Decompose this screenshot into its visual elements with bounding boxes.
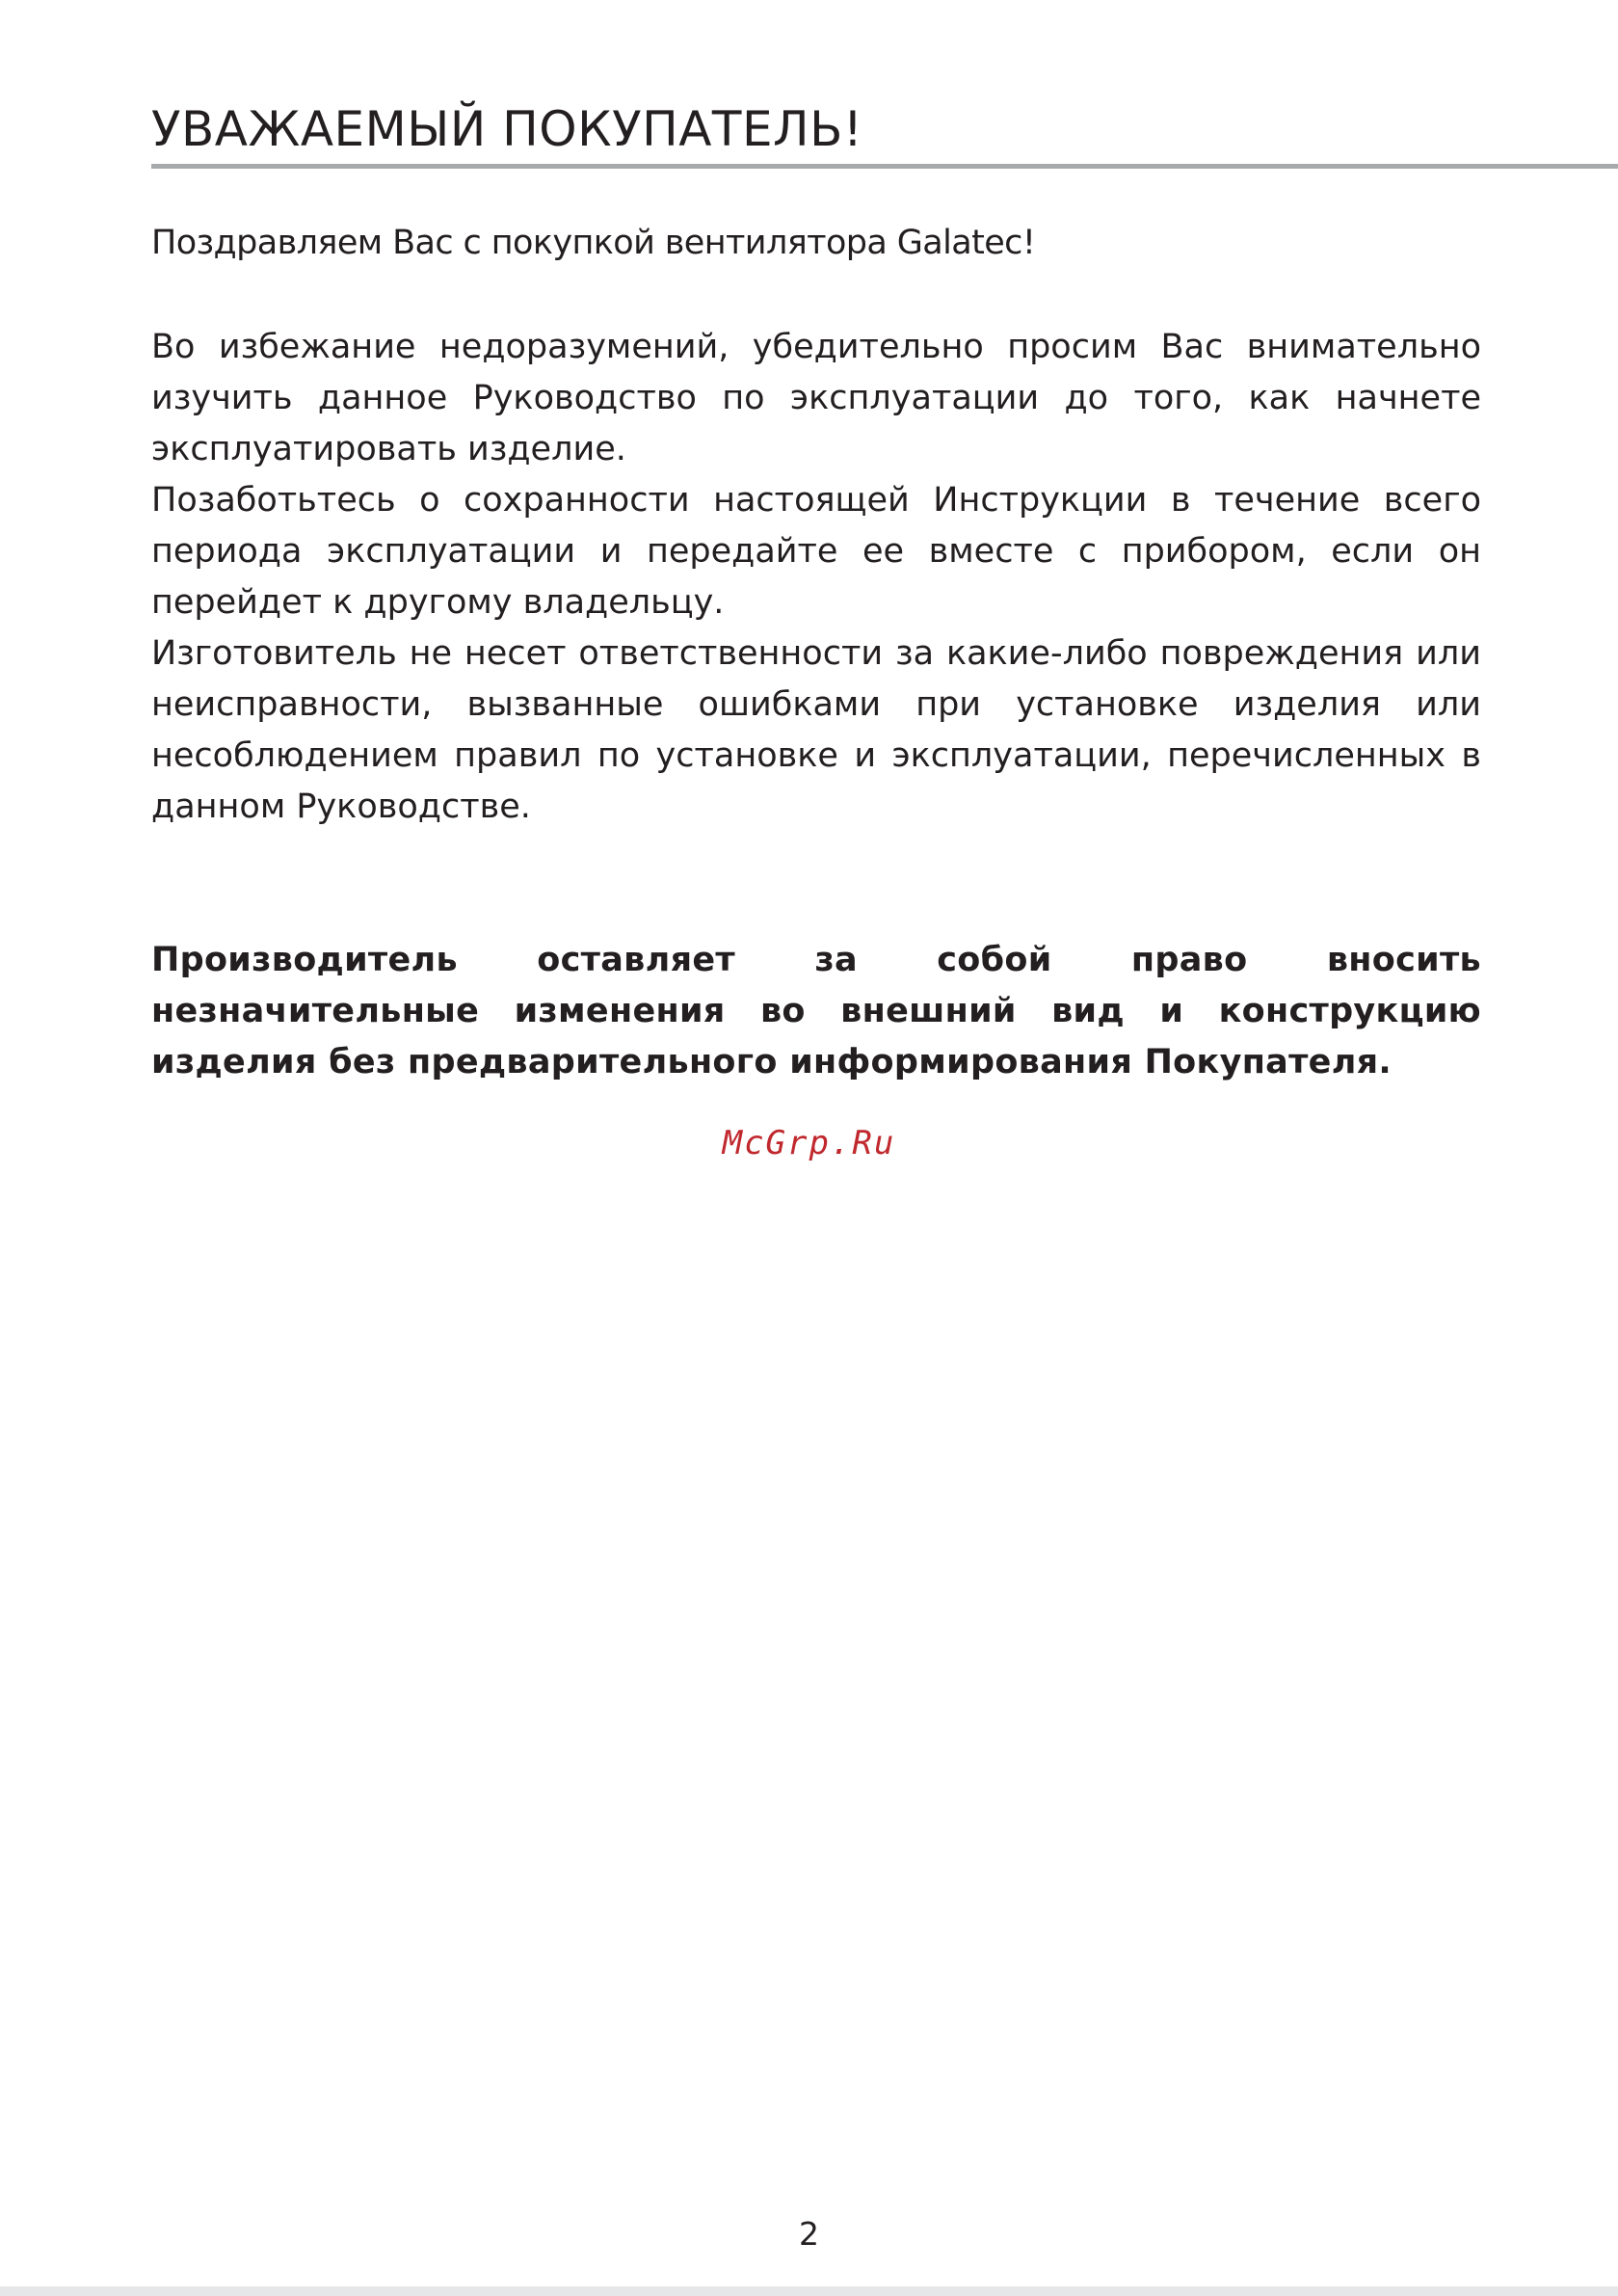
title-divider (151, 164, 1618, 169)
watermark-text: McGrp.Ru (722, 1124, 896, 1162)
page-number: 2 (799, 2215, 819, 2253)
greeting-text: Поздравляем Вас с покупкой вентилятора Galatec! (151, 224, 1036, 262)
paragraph-liability: Изготовитель не несет ответственности за какие-либо повреждения или неисправности, вызванные ошибками при установке изделия или несоблюдением правил по установке и эксплуатации, перечисленных в данном Руководстве. (151, 634, 1481, 826)
manufacturer-notice: Производитель оставляет за собой право вносить незначительные изменения во внешний вид и конструкцию изделия без предварительного информирования Покупателя. (151, 941, 1481, 1081)
page-title: УВАЖАЕМЫЙ ПОКУПАТЕЛЬ! (151, 101, 863, 157)
paragraph-read-manual: Во избежание недоразумений, убедительно просим Вас внимательно изучить данное Руководство по эксплуатации до того, как начнете эксплуатировать изделие. (151, 328, 1481, 468)
paragraph-keep-instructions: Позаботьтесь о сохранности настоящей Инструкции в течение всего периода эксплуатации и передайте ее вместе с прибором, если он перейдет к другому владельцу. (151, 481, 1481, 622)
page-bottom-edge (0, 2286, 1618, 2296)
